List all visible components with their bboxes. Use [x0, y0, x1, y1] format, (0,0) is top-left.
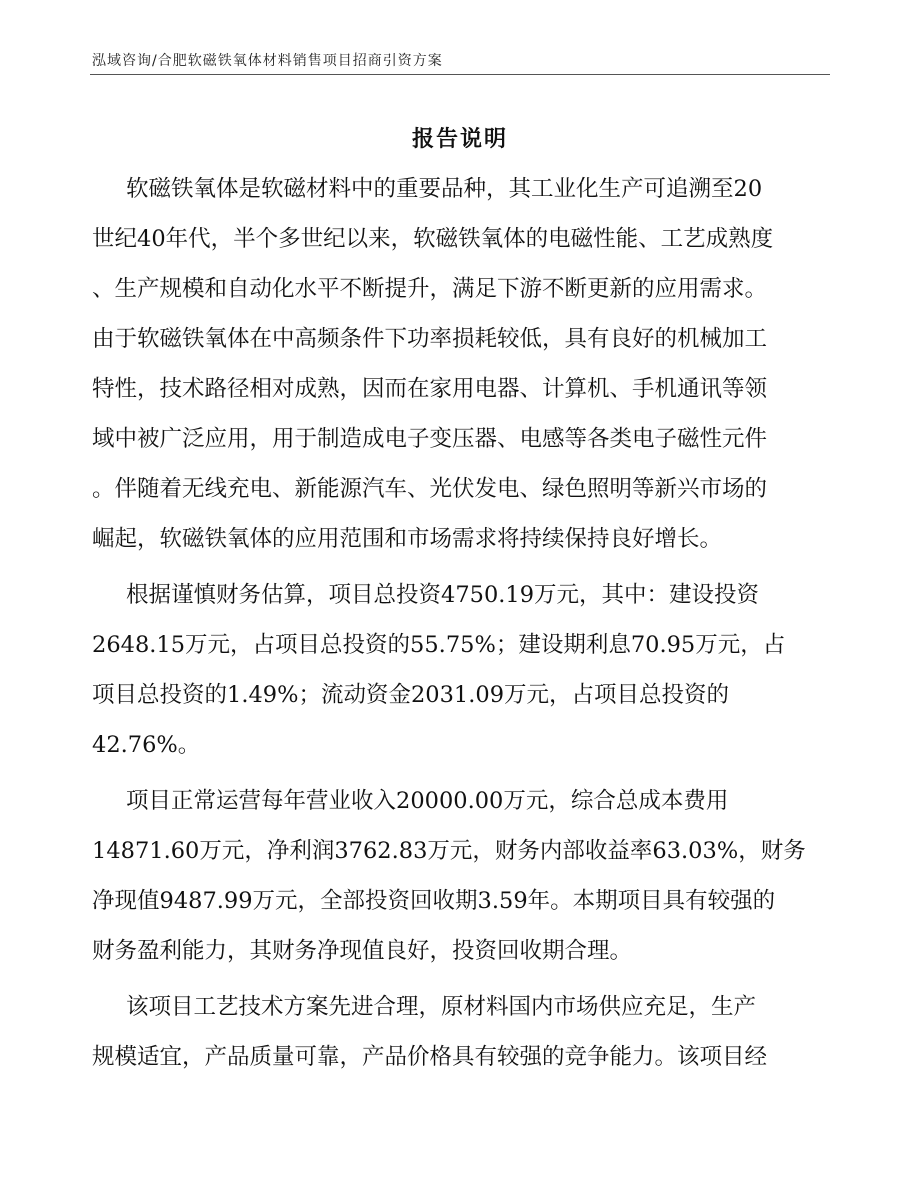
- paragraph: [92, 570, 832, 770]
- text-line: 特性，技术路径相对成熟，因而在家用电器、计算机、手机通讯等领: [92, 376, 768, 402]
- text-line: 软磁铁氧体是软磁材料中的重要品种，其工业化生产可追溯至20: [126, 176, 763, 202]
- text-line: 项目总投资的1.49%；流动资金2031.09万元，占项目总投资的: [92, 682, 730, 708]
- text-line: 世纪40年代，半个多世纪以来，软磁铁氧体的电磁性能、工艺成熟度: [92, 226, 774, 252]
- text-line: 项目正常运营每年营业收入20000.00万元，综合总成本费用: [126, 788, 729, 814]
- document-body: [92, 164, 832, 1088]
- text-line: 由于软磁铁氧体在中高频条件下功率损耗较低，具有良好的机械加工: [92, 326, 768, 352]
- text-line: 该项目工艺技术方案先进合理，原材料国内市场供应充足，生产: [126, 994, 757, 1020]
- page-title: 报告说明: [411, 127, 508, 152]
- text-line: 14871.60万元，净利润3762.83万元，财务内部收益率63.03%，财务: [92, 838, 806, 864]
- document-header: 泓域咨询/合肥软磁铁氧体材料销售项目招商引资方案: [92, 53, 443, 69]
- text-line: 根据谨慎财务估算，项目总投资4750.19万元，其中：建设投资: [126, 582, 760, 608]
- paragraph: [92, 776, 832, 976]
- text-line: 域中被广泛应用，用于制造成电子变压器、电感等各类电子磁性元件: [92, 426, 768, 452]
- header-divider: [90, 74, 830, 75]
- text-line: 42.76%。: [92, 732, 201, 758]
- text-line: 、生产规模和自动化水平不断提升，满足下游不断更新的应用需求。: [92, 276, 768, 302]
- text-line: 净现值9487.99万元，全部投资回收期3.59年。本期项目具有较强的: [92, 888, 776, 914]
- paragraph: [92, 164, 832, 564]
- paragraph: [92, 982, 832, 1082]
- text-line: 财务盈利能力，其财务净现值良好，投资回收期合理。: [92, 938, 633, 964]
- text-line: 崛起，软磁铁氧体的应用范围和市场需求将持续保持良好增长。: [92, 526, 723, 552]
- text-line: 。伴随着无线充电、新能源汽车、光伏发电、绿色照明等新兴市场的: [92, 476, 768, 502]
- text-line: 规模适宜，产品质量可靠，产品价格具有较强的竞争能力。该项目经: [92, 1044, 768, 1070]
- text-line: 2648.15万元，占项目总投资的55.75%；建设期利息70.95万元，占: [92, 632, 786, 658]
